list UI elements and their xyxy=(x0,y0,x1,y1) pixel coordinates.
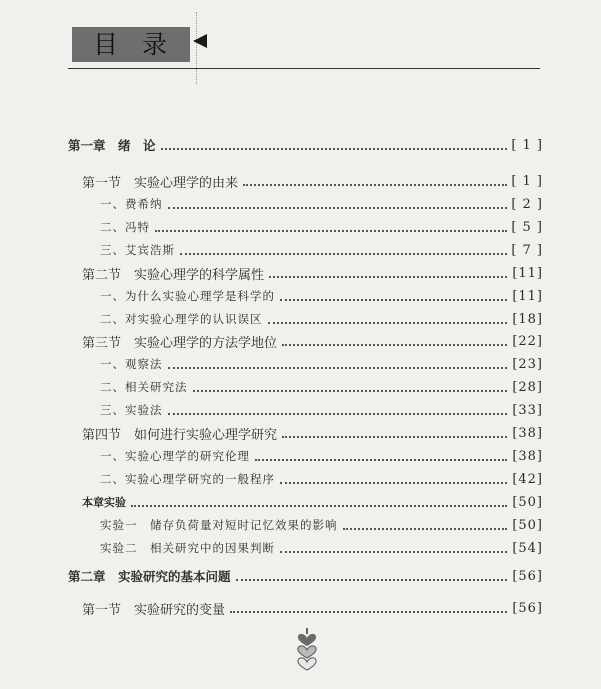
toc-row[interactable] xyxy=(0,218,601,236)
toc-row[interactable] xyxy=(0,493,601,511)
toc-entry-label: 第一节 实验心理学的由来 xyxy=(82,175,239,191)
toc-leader-dots xyxy=(255,458,507,461)
toc-leader-dots xyxy=(131,504,507,507)
toc-page-number: [ 1 ] xyxy=(511,137,543,153)
toc-leader-dots xyxy=(161,147,507,150)
toc-page-number: [18] xyxy=(512,311,543,327)
toc-leader-dots xyxy=(269,275,507,278)
heart-ornament-icon xyxy=(295,628,319,672)
toc-row[interactable] xyxy=(0,567,601,585)
toc-leader-dots xyxy=(193,389,508,392)
toc-entry-label: 第一节 实验研究的变量 xyxy=(82,602,226,618)
toc-row[interactable] xyxy=(0,310,601,328)
toc-row[interactable] xyxy=(0,516,601,534)
toc-row[interactable] xyxy=(0,172,601,190)
toc-leader-dots xyxy=(280,298,507,301)
toc-leader-dots xyxy=(180,252,507,255)
toc-page-number: [11] xyxy=(512,265,543,281)
toc-title-char-1: 目 xyxy=(92,30,120,59)
toc-row[interactable] xyxy=(0,378,601,396)
toc-entry-label: 二、对实验心理学的认识误区 xyxy=(100,312,263,326)
toc-entry-label: 一、费希纳 xyxy=(100,197,163,211)
toc-page-number: [22] xyxy=(512,333,543,349)
toc-entry-label: 第二节 实验心理学的科学属性 xyxy=(82,267,265,283)
toc-page-number: [ 5 ] xyxy=(511,219,543,235)
toc-row[interactable] xyxy=(0,355,601,373)
toc-entry-label: 第一章 绪 论 xyxy=(68,138,156,153)
toc-page-number: [56] xyxy=(512,568,543,584)
toc-row[interactable] xyxy=(0,401,601,419)
toc-leader-dots xyxy=(343,527,508,530)
toc-entry-label: 三、艾宾浩斯 xyxy=(100,243,175,257)
toc-row[interactable] xyxy=(0,241,601,259)
toc-page-number: [54] xyxy=(512,540,543,556)
toc-leader-dots xyxy=(236,578,507,581)
toc-title-char-2: 录 xyxy=(141,30,169,59)
toc-entry-label: 第三节 实验心理学的方法学地位 xyxy=(82,335,278,351)
toc-page-number: [38] xyxy=(512,448,543,464)
toc-row[interactable] xyxy=(0,195,601,213)
toc-page-number: [42] xyxy=(512,471,543,487)
toc-entry-label: 一、实验心理学的研究伦理 xyxy=(100,449,250,463)
toc-leader-dots xyxy=(155,229,507,232)
toc-leader-dots xyxy=(168,206,508,209)
toc-leader-dots xyxy=(280,550,507,553)
toc-entry-label: 第二章 实验研究的基本问题 xyxy=(68,569,231,584)
toc-entry-label: 实验二 相关研究中的因果判断 xyxy=(100,541,275,555)
toc-row[interactable] xyxy=(0,287,601,305)
toc-row[interactable] xyxy=(0,447,601,465)
toc-row[interactable] xyxy=(0,539,601,557)
toc-row[interactable] xyxy=(0,599,601,617)
toc-row[interactable] xyxy=(0,332,601,350)
toc-page-number: [23] xyxy=(512,356,543,372)
toc-entry-label: 一、为什么实验心理学是科学的 xyxy=(100,289,275,303)
toc-page-number: [38] xyxy=(512,425,543,441)
toc-entry-label: 本章实验 xyxy=(82,496,126,509)
toc-row[interactable] xyxy=(0,264,601,282)
toc-page-number: [ 2 ] xyxy=(511,196,543,212)
toc-entry-label: 第四节 如何进行实验心理学研究 xyxy=(82,427,278,443)
toc-entry-label: 一、观察法 xyxy=(100,357,163,371)
toc-page-number: [ 1 ] xyxy=(511,173,543,189)
toc-leader-dots xyxy=(282,343,507,346)
toc-leader-dots xyxy=(243,183,507,186)
toc-leader-dots xyxy=(168,366,508,369)
toc-entry-label: 二、相关研究法 xyxy=(100,380,188,394)
toc-leader-dots xyxy=(230,610,507,613)
toc-leader-dots xyxy=(268,321,508,324)
toc-page-number: [ 7 ] xyxy=(511,242,543,258)
toc-page-number: [56] xyxy=(512,600,543,616)
toc-leader-dots xyxy=(280,481,507,484)
toc-entry-label: 实验一 储存负荷量对短时记忆效果的影响 xyxy=(100,518,338,532)
toc-leader-dots xyxy=(168,412,508,415)
toc-row[interactable] xyxy=(0,136,601,154)
toc-entry-label: 二、实验心理学研究的一般程序 xyxy=(100,472,275,486)
toc-page-number: [11] xyxy=(512,288,543,304)
toc-row[interactable] xyxy=(0,424,601,442)
toc-page-number: [50] xyxy=(512,494,543,510)
toc-leader-dots xyxy=(282,435,507,438)
toc-entry-label: 二、冯特 xyxy=(100,220,150,234)
toc-row[interactable] xyxy=(0,470,601,488)
toc-entry-label: 三、实验法 xyxy=(100,403,163,417)
toc-page-number: [28] xyxy=(512,379,543,395)
toc-page-number: [33] xyxy=(512,402,543,418)
toc-page-number: [50] xyxy=(512,517,543,533)
